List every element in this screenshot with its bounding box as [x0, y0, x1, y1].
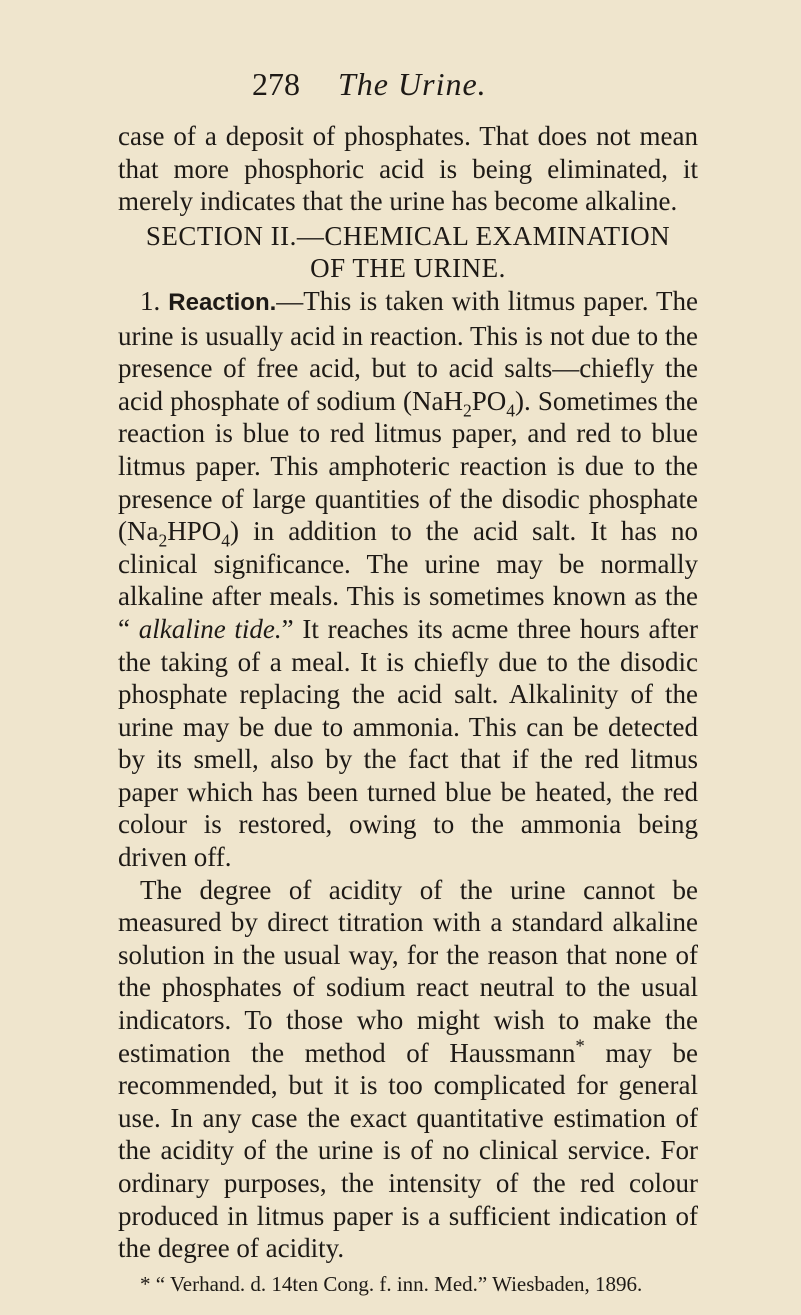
section-heading-line-2: OF THE URINE.	[310, 253, 506, 284]
intro-paragraph: case of a deposit of phosphates. That does not mean that more phosphoric acid is being eliminated, it merely indicates that the urine has become alkaline.	[118, 121, 698, 217]
footnote: * “ Verhand. d. 14ten Cong. f. inn. Med.” Wiesbaden, 1896.	[140, 1271, 643, 1296]
formula2-subscript-1: 2	[158, 530, 168, 551]
formula1-subscript-2: 4	[506, 400, 515, 421]
formula2-mid: HPO	[167, 516, 222, 547]
section-heading-line-1: SECTION II.—CHEMICAL EXAMINATION	[145, 220, 671, 251]
formula1-subscript-1: 2	[462, 400, 472, 421]
reaction-heading: Reaction.	[168, 288, 277, 316]
acidity-text-2: may be recommended, but it is too complicated for general use. In any case the exact quantitative estimation of the acidity of the urine is of no clinical service. For ordinary purposes, the intensity of the red colour produced in litmus paper is a sufficient indication of the degree of acidity.	[118, 1037, 698, 1264]
reaction-text-3: ) in addition to the acid salt. It has no clinical significance. The urine may be normally alkaline after meals. This is sometimes known as the “	[118, 516, 698, 644]
section-heading	[118, 220, 698, 285]
page-header	[0, 68, 801, 108]
footnote-marker: *	[575, 1035, 585, 1057]
formula2-subscript-2: 4	[221, 530, 231, 551]
page-number: 278	[252, 66, 300, 102]
acidity-paragraph	[118, 874, 698, 1265]
acidity-text-1: The degree of acidity of the urine cannot be measured by direct titration with a standard alkaline solution in the usual way, for the reason that none of the phosphates of sodium react neutral to the usual indicators. To those who might wish to make the estimation the method of Haussmann	[118, 874, 698, 1068]
reaction-text-4: ” It reaches its acme three hours after the taking of a meal. It is chiefly due to the disodic phosphate replacing the acid salt. Alkalinity of the urine may be due to ammonia. This can be detected by its smell, also by the fact that if the red litmus paper which has been turned blue be heated, the red colour is restored, owing to the ammonia being driven off.	[118, 613, 698, 873]
reaction-text-2: ). Sometimes the reaction is blue to red litmus paper, and red to blue litmus paper. This amphoteric reaction is due to the presence of large quantities of the disodic phosphate (Na	[118, 385, 698, 547]
page-body	[118, 120, 698, 1297]
item-number: 1.	[140, 285, 161, 316]
reaction-paragraph	[118, 285, 698, 874]
running-title: The Urine.	[338, 66, 487, 102]
alkaline-tide-term: alkaline tide.	[138, 613, 282, 644]
reaction-text-1: —This is taken with litmus paper. The urine is usually acid in reaction. This is not due to the presence of free acid, but to acid salts—chiefly the acid phosphate of sodium (NaH	[118, 285, 699, 416]
formula1-mid: PO	[471, 385, 507, 416]
